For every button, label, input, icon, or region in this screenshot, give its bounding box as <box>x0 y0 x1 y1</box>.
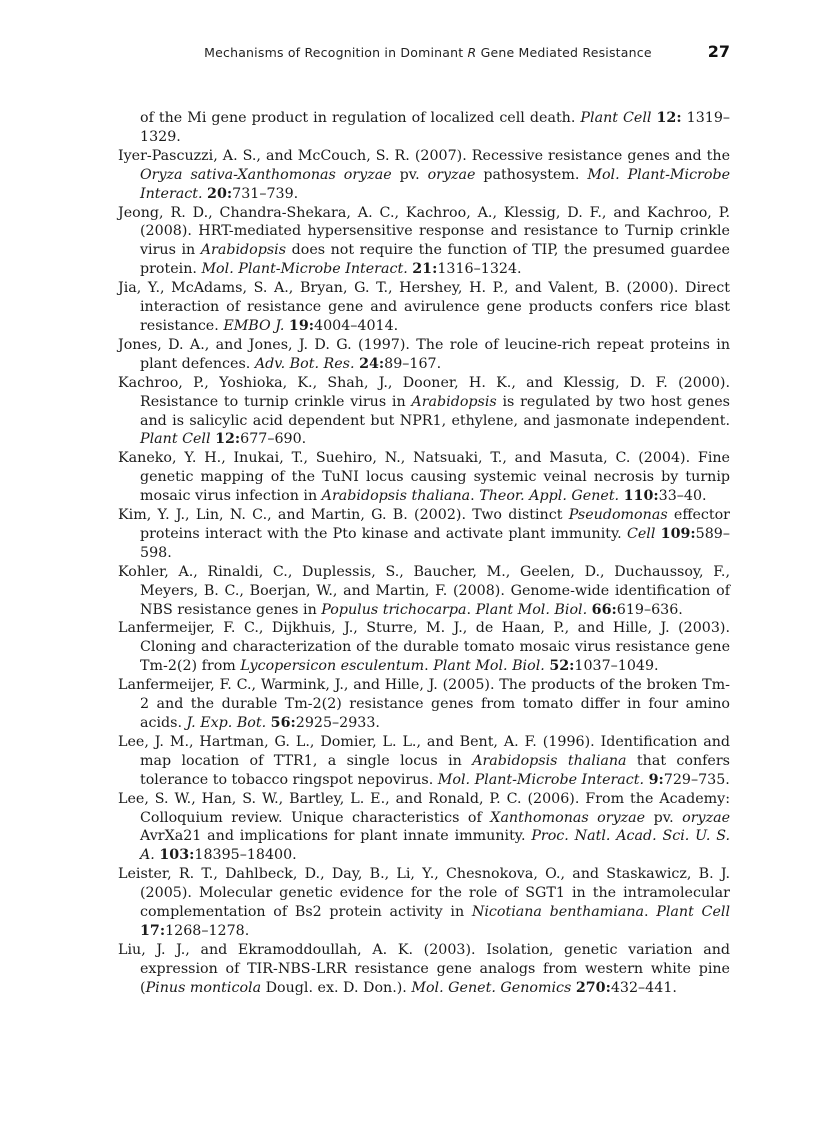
reference-entry <box>118 865 730 941</box>
reference-volume: 20: <box>207 185 233 202</box>
reference-text: 4004–4014. <box>314 317 399 334</box>
reference-volume: 12: <box>656 110 682 126</box>
reference-italic-text: Xanthomonas oryzae <box>490 809 646 826</box>
reference-entry <box>118 279 730 336</box>
reference-text: Liu, J. J., and Ekramoddoullah, A. K. (2003). Isolation, genetic variation and expression of TIR-NBS-LRR resistance gene analogs from western white pine ( <box>118 941 730 996</box>
reference-italic-text: Adv. Bot. Res. <box>254 355 355 372</box>
page-number: 27 <box>707 42 730 61</box>
reference-entry <box>118 676 730 733</box>
reference-italic-text: Pinus monticola <box>145 979 262 996</box>
reference-text: Kim, Y. J., Lin, N. C., and Martin, G. B. (2002). Two distinct <box>118 507 569 524</box>
reference-italic-text: Plant Cell <box>140 431 211 448</box>
reference-italic-text: Plant Mol. Biol. <box>475 601 588 618</box>
reference-italic-text: Mol. Plant-Microbe Interact. <box>140 166 731 202</box>
reference-text: 18395–18400. <box>194 847 297 864</box>
reference-volume: 21: <box>412 261 438 278</box>
reference-text: 589–598. <box>140 525 730 561</box>
reference-volume: 17: <box>140 922 166 939</box>
reference-list <box>118 109 730 998</box>
reference-italic-text: Plant Mol. Biol. <box>433 658 545 675</box>
reference-text: 432–441. <box>610 979 677 996</box>
reference-italic-text: Pseudomonas <box>568 507 668 524</box>
reference-volume: 9: <box>648 771 664 788</box>
reference-volume: 12: <box>215 431 241 448</box>
reference-text: does not require the function of TIP, the presumed guardee protein. <box>140 242 730 278</box>
reference-text: 1319–1329. <box>140 110 731 145</box>
reference-text: . <box>470 488 480 505</box>
reference-text: Jones, D. A., and Jones, J. D. G. (1997). The role of leucine-rich repeat proteins in plant defences. <box>118 336 730 372</box>
reference-text: . <box>466 601 476 618</box>
reference-text: is regulated by two host genes and is salicylic acid dependent but NPR1, ethylene, and jasmonate independent. <box>140 393 730 429</box>
reference-text: Jia, Y., McAdams, S. A., Bryan, G. T., Hershey, H. P., and Valent, B. (2000). Direct interaction of resistance gene and avirulence gene products confers rice blast resistance. <box>118 280 730 334</box>
reference-entry <box>118 147 730 204</box>
reference-entry <box>118 336 730 374</box>
reference-text: AvrXa21 and implications for plant innate immunity. <box>140 828 532 845</box>
reference-entry <box>118 790 730 866</box>
reference-volume: 103: <box>159 847 195 864</box>
reference-volume: 52: <box>549 658 575 675</box>
reference-text: 731–739. <box>232 185 299 202</box>
reference-text: Iyer-Pascuzzi, A. S., and McCouch, S. R. (2007). Recessive resistance genes and the <box>118 147 730 164</box>
reference-volume: 109: <box>660 525 696 542</box>
reference-text: Lanfermeijer, F. C., Dijkhuis, J., Sturre, M. J., de Haan, P., and Hille, J. (2003). Cloning and characterization of the durable tomato mosaic virus resistance gene Tm-2(2) from <box>118 620 730 675</box>
reference-italic-text: Plant Cell <box>656 904 730 921</box>
reference-italic-text: Arabidopsis <box>200 242 287 259</box>
reference-entry <box>118 374 730 450</box>
reference-text: Dougl. ex. D. Don.). <box>261 979 412 996</box>
reference-text: Lanfermeijer, F. C., Warmink, J., and Hille, J. (2005). The products of the broken Tm-2 and the durable Tm-2(2) resistance genes from tomato differ in four amino acids. <box>118 677 730 731</box>
reference-text: that confers tolerance to tobacco ringspot nepovirus. <box>140 752 730 788</box>
running-head <box>120 42 730 66</box>
reference-italic-text: Arabidopsis <box>411 393 497 410</box>
reference-text: Kaneko, Y. H., Inukai, T., Suehiro, N., Natsuaki, T., and Masuta, C. (2004). Fine genetic mapping of the TuNI locus causing systemic veinal necrosis by turnip mosaic virus infection in <box>118 450 730 505</box>
reference-italic-text: Oryza sativa-Xanthomonas oryzae <box>140 166 392 183</box>
reference-entry <box>118 204 730 280</box>
reference-italic-text: Mol. Plant-Microbe Interact. <box>201 261 408 278</box>
reference-text: Lee, S. W., Han, S. W., Bartley, L. E., and Ronald, P. C. (2006). From the Academy: Colloquium review. Unique characteristics of <box>118 790 730 826</box>
reference-text: 2925–2933. <box>295 715 380 731</box>
reference-italic-text: oryzae <box>427 166 476 183</box>
reference-italic-text: Theor. Appl. Genet. <box>479 488 620 505</box>
reference-text: effector proteins interact with the Pto kinase and activate plant immunity. <box>140 507 730 542</box>
reference-text: Kachroo, P., Yoshioka, K., Shah, J., Dooner, H. K., and Klessig, D. F. (2000). Resistance to turnip crinkle virus in <box>118 374 730 410</box>
reference-italic-text: Proc. Natl. Acad. Sci. U. S. A. <box>140 828 730 864</box>
running-head-title-part: Mechanisms of Recognition in Dominant <box>204 45 468 60</box>
reference-text: 619–636. <box>616 601 683 618</box>
running-head-title <box>204 45 652 60</box>
reference-italic-text: Populus trichocarpa <box>321 601 467 618</box>
reference-italic-text: Lycopersicon esculentum <box>240 658 425 675</box>
reference-entry <box>118 941 730 998</box>
reference-text: 1316–1324. <box>437 261 522 278</box>
reference-text: of the Mi gene product in regulation of localized cell death. <box>140 110 581 126</box>
reference-italic-text: Mol. Genet. Genomics <box>411 979 572 996</box>
reference-volume: 19: <box>288 317 315 334</box>
reference-text: Jeong, R. D., Chandra-Shekara, A. C., Kachroo, A., Klessig, D. F., and Kachroo, P. (2008). HRT-mediated hypersensitive response and resistance to Turnip crinkle virus in <box>118 204 730 259</box>
reference-text: pv. <box>391 166 428 183</box>
reference-italic-text: J. Exp. Bot. <box>186 715 267 731</box>
reference-text: 1268–1278. <box>165 922 250 939</box>
reference-italic-text: Cell <box>626 525 656 542</box>
reference-italic-text: Mol. Plant-Microbe Interact. <box>437 771 645 788</box>
reference-text: 677–690. <box>240 431 307 448</box>
reference-text: . <box>644 904 657 921</box>
reference-text: . <box>424 658 434 675</box>
reference-text: 89–167. <box>384 355 442 372</box>
reference-italic-text: oryzae <box>682 809 731 826</box>
reference-entry <box>118 619 730 676</box>
reference-volume: 66: <box>591 601 617 618</box>
reference-text: pathosystem. <box>475 166 588 183</box>
reference-volume: 110: <box>623 488 659 505</box>
reference-italic-text: Arabidopsis thaliana <box>321 488 471 505</box>
running-head-title-part: Gene Mediated Resistance <box>476 45 652 60</box>
reference-text: 729–735. <box>663 771 730 788</box>
reference-text: 1037–1049. <box>574 658 659 675</box>
reference-volume: 56: <box>270 715 296 731</box>
reference-entry <box>118 506 730 563</box>
reference-volume: 270: <box>575 979 611 996</box>
reference-entry <box>118 733 730 790</box>
reference-italic-text: EMBO J. <box>223 317 285 334</box>
reference-volume: 24: <box>359 355 385 372</box>
reference-entry <box>118 563 730 620</box>
reference-text: 33–40. <box>658 488 707 505</box>
reference-entry <box>118 449 730 506</box>
reference-text: Kohler, A., Rinaldi, C., Duplessis, S., Baucher, M., Geelen, D., Duchaussoy, F., Meyers, B. C., Boerjan, W., and Martin, F. (2008). Genome-wide identification of NBS resistance genes in <box>118 563 730 618</box>
reference-text: pv. <box>645 809 683 826</box>
reference-italic-text: Nicotiana benthamiana <box>471 904 645 921</box>
reference-italic-text: Arabidopsis thaliana <box>472 752 627 769</box>
reference-entry-continuation <box>118 109 730 147</box>
running-head-title-italic: R <box>467 45 477 60</box>
reference-italic-text: Plant Cell <box>580 110 652 126</box>
reference-text: Lee, J. M., Hartman, G. L., Domier, L. L., and Bent, A. F. (1996). Identification and map location of TTR1, a single locus in <box>118 733 730 769</box>
reference-text: Leister, R. T., Dahlbeck, D., Day, B., Li, Y., Chesnokova, O., and Staskawicz, B. J. (2005). Molecular genetic evidence for the role of SGT1 in the intramolecular complementation of Bs2 protein activity in <box>118 866 730 921</box>
